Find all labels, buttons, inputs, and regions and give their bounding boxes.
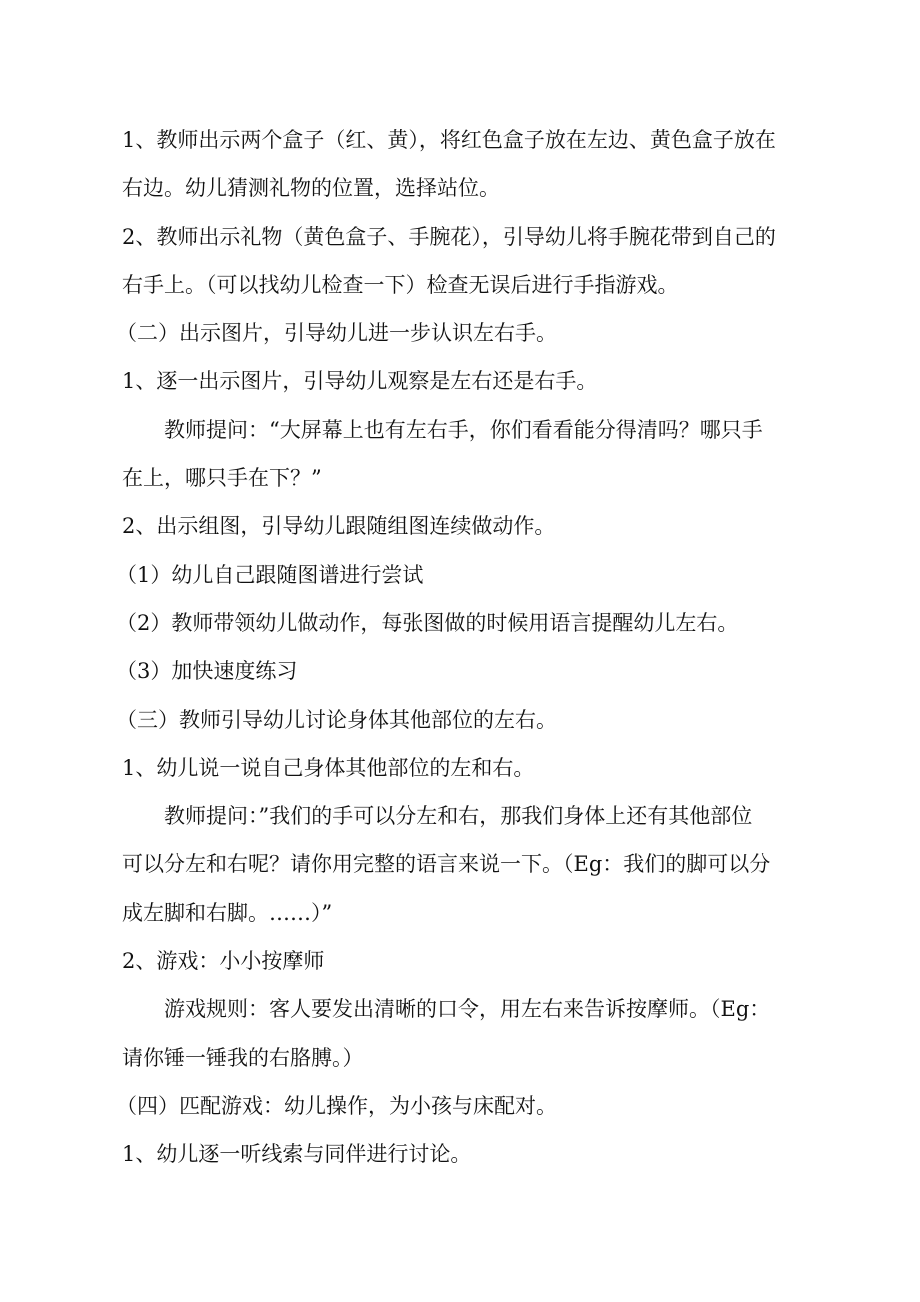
section-heading: （三）教师引导幼儿讨论身体其他部位的左右。 — [116, 707, 557, 732]
text-line: 1、教师出示两个盒子（红、黄），将红色盒子放在左边、黄色盒子放在 — [122, 128, 776, 152]
list-item: （2）教师带领幼儿做动作，每张图做的时候用语言提醒幼儿左右。 — [116, 610, 739, 635]
text-line: 1、逐一出示图片，引导幼儿观察是左右还是右手。 — [122, 369, 598, 394]
section-heading: （二）出示图片，引导幼儿进一步认识左右手。 — [116, 321, 557, 346]
text-line: 1、幼儿说一说自己身体其他部位的左和右。 — [122, 755, 535, 780]
text-line: 成左脚和右脚。……）” — [122, 900, 333, 925]
list-item: （1）幼儿自己跟随图谱进行尝试 — [116, 562, 424, 587]
text-line: 游戏规则：客人要发出清晰的口令，用左右来告诉按摩师。（Eg： — [164, 997, 771, 1022]
text-line: 在上，哪只手在下？” — [122, 466, 322, 491]
section-heading: （四）匹配游戏：幼儿操作，为小孩与床配对。 — [116, 1093, 557, 1118]
text-line: 右边。幼儿猜测礼物的位置，选择站位。 — [122, 176, 500, 201]
text-line: 右手上。（可以找幼儿检查一下）检查无误后进行手指游戏。 — [122, 272, 679, 297]
text-line: 2、教师出示礼物（黄色盒子、手腕花），引导幼儿将手腕花带到自己的 — [122, 224, 776, 249]
text-line: 1、幼儿逐一听线索与同伴进行讨论。 — [122, 1142, 472, 1167]
document-body — [116, 116, 802, 1179]
text-line: 2、游戏：小小按摩师 — [122, 949, 325, 974]
list-item: （3）加快速度练习 — [116, 659, 298, 684]
text-line: 教师提问：”我们的手可以分左和右，那我们身体上还有其他部位 — [164, 804, 753, 829]
text-line: 可以分左和右呢？请你用完整的语言来说一下。（Eg：我们的脚可以分 — [122, 852, 771, 877]
text-line: 请你锤一锤我的右胳膊。） — [122, 1045, 364, 1070]
text-line: 教师提问：“大屏幕上也有左右手，你们看看能分得清吗？哪只手 — [164, 417, 763, 442]
text-line: 2、出示组图，引导幼儿跟随组图连续做动作。 — [122, 514, 556, 539]
